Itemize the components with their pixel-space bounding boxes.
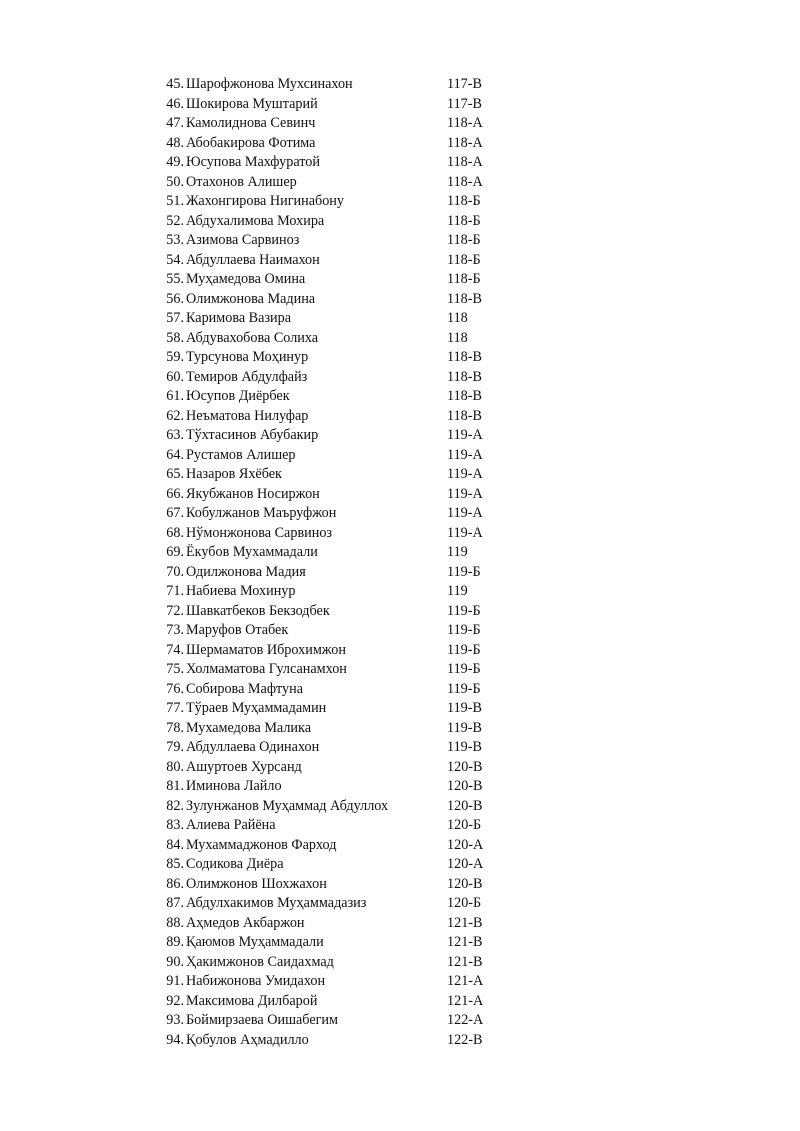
student-name: Тўхтасинов Абубакир [186,427,319,443]
group-code: 119-А [447,427,483,443]
list-item [158,426,558,446]
student-name: Якубжанов Носиржон [186,485,320,502]
student-name: Маруфов Отабек [186,622,289,638]
item-number: 69. [166,544,184,560]
group-code: 118-Б [447,271,481,287]
item-number: 46. [166,95,184,112]
list-item [158,270,558,290]
student-name: Қаюмов Муҳаммадали [186,934,324,950]
student-name: Собирова Мафтуна [186,680,304,697]
list-item [158,543,558,563]
list-item [158,368,558,388]
student-name: Набиева Мохинур [186,583,296,599]
list-item [158,836,558,856]
list-item [158,680,558,700]
student-name: Юсупов Диёрбек [186,388,290,404]
group-code: 119-В [447,700,482,716]
student-name: Темиров Абдулфайз [186,368,308,385]
list-item [158,641,558,661]
student-name: Холмаматова Гулсанамхон [186,661,347,677]
list-item [158,407,558,427]
group-code: 119-А [447,466,483,482]
item-number: 64. [166,446,184,463]
group-code: 119-А [447,505,483,521]
group-code: 121-В [447,934,483,950]
item-number: 74. [166,641,184,658]
item-number: 84. [166,836,184,853]
list-item [158,192,558,212]
student-name: Отахонов Алишер [186,173,297,190]
student-name: Шавкатбеков Бекзодбек [186,602,330,619]
list-item [158,251,558,271]
list-item [158,953,558,973]
student-name: Шокирова Муштарий [186,95,318,112]
group-code: 118-Б [447,251,481,268]
group-code: 118-Б [447,232,481,248]
list-item [158,855,558,875]
student-name: Одилжонова Мадия [186,563,306,580]
list-item [158,933,558,953]
list-item [158,719,558,739]
item-number: 62. [166,407,184,424]
item-number: 79. [166,739,184,755]
group-code: 120-В [447,875,483,892]
student-name: Набижонова Умидахон [186,973,326,989]
item-number: 58. [166,329,184,346]
student-list [158,75,558,1050]
group-code: 119-Б [447,602,481,619]
item-number: 81. [166,778,184,794]
list-item [158,816,558,836]
item-number: 65. [166,466,184,482]
item-number: 89. [166,934,184,950]
item-number: 52. [166,212,184,229]
group-code: 119 [447,544,468,560]
item-number: 68. [166,524,184,541]
item-number: 63. [166,427,184,443]
item-number: 93. [166,1012,184,1028]
item-number: 61. [166,388,184,404]
student-name: Тўраев Муҳаммадамин [186,700,327,716]
group-code: 119-Б [447,680,481,697]
item-number: 49. [166,154,184,170]
item-number: 45. [166,76,184,92]
list-item [158,972,558,992]
student-name: Абдулхакимов Муҳаммадазиз [186,895,367,911]
group-code: 122-А [447,1012,484,1028]
item-number: 92. [166,992,184,1009]
item-number: 83. [166,817,184,833]
item-number: 80. [166,758,184,775]
item-number: 60. [166,368,184,385]
group-code: 119-А [447,446,483,463]
list-item [158,777,558,797]
student-name: Максимова Дилбарой [186,992,318,1009]
item-number: 56. [166,290,184,307]
list-item [158,173,558,193]
group-code: 119-Б [447,622,481,638]
item-number: 86. [166,875,184,892]
group-code: 121-А [447,973,484,989]
item-number: 77. [166,700,184,716]
student-name: Абдуллаева Одинахон [186,739,320,755]
list-item [158,114,558,134]
student-name: Мухамедова Малика [186,719,311,736]
group-code: 118-В [447,290,482,307]
list-item [158,329,558,349]
student-name: Каримова Вазира [186,310,292,326]
group-code: 118-А [447,173,483,190]
list-item [158,524,558,544]
group-code: 120-В [447,758,483,775]
list-item [158,992,558,1012]
item-number: 59. [166,349,184,365]
list-item [158,465,558,485]
group-code: 120-Б [447,817,482,833]
group-code: 118-В [447,368,482,385]
group-code: 118 [447,329,468,346]
item-number: 78. [166,719,184,736]
list-item [158,602,558,622]
student-name: Азимова Сарвиноз [186,232,300,248]
item-number: 54. [166,251,184,268]
group-code: 118-В [447,407,482,424]
student-name: Шарофжонова Мухсинахон [186,76,353,92]
group-code: 119-Б [447,641,481,658]
group-code: 119-Б [447,563,481,580]
student-name: Назаров Яхёбек [186,466,282,482]
list-item [158,153,558,173]
group-code: 119-А [447,485,483,502]
item-number: 72. [166,602,184,619]
group-code: 121-А [447,992,484,1009]
group-code: 120-Б [447,895,482,911]
list-item [158,387,558,407]
list-item [158,875,558,895]
list-item [158,485,558,505]
list-item [158,348,558,368]
student-name: Рустамов Алишер [186,446,296,463]
list-item [158,758,558,778]
list-item [158,134,558,154]
item-number: 70. [166,563,184,580]
student-name: Боймирзаева Оишабегим [186,1012,339,1028]
list-item [158,797,558,817]
item-number: 66. [166,485,184,502]
group-code: 118-В [447,388,482,404]
item-number: 47. [166,115,184,131]
group-code: 119 [447,583,468,599]
group-code: 119-А [447,524,483,541]
list-item [158,699,558,719]
item-number: 85. [166,856,184,872]
group-code: 120-А [447,836,484,853]
item-number: 67. [166,505,184,521]
item-number: 87. [166,895,184,911]
list-item [158,75,558,95]
list-item [158,738,558,758]
group-code: 117-В [447,76,482,92]
student-name: Абдуллаева Наимахон [186,251,320,268]
student-name: Олимжонов Шохжахон [186,875,327,892]
list-item [158,563,558,583]
student-name: Жахонгирова Нигинабону [186,193,344,209]
list-item [158,231,558,251]
student-name: Кобулжанов Маъруфжон [186,505,337,521]
group-code: 120-В [447,797,483,814]
group-code: 118-А [447,115,483,131]
item-number: 57. [166,310,184,326]
student-name: Мухаммаджонов Фарход [186,836,337,853]
group-code: 119-В [447,739,482,755]
list-item [158,660,558,680]
item-number: 90. [166,953,184,970]
student-name: Олимжонова Мадина [186,290,316,307]
list-item [158,95,558,115]
student-name: Зулунжанов Муҳаммад Абдуллох [186,797,389,814]
student-name: Ҳакимжонов Саидахмад [186,953,334,970]
group-code: 118-Б [447,212,481,229]
item-number: 88. [166,914,184,931]
student-name: Содикова Диёра [186,856,284,872]
list-item [158,309,558,329]
group-code: 119-Б [447,661,481,677]
student-name: Муҳамедова Омина [186,271,306,287]
item-number: 73. [166,622,184,638]
student-name: Абобакирова Фотима [186,134,316,151]
list-item [158,914,558,934]
group-code: 118-А [447,154,483,170]
list-item [158,1011,558,1031]
item-number: 48. [166,134,184,151]
group-code: 118-В [447,349,482,365]
student-name: Алиева Райёна [186,817,276,833]
student-name: Нўмонжонова Сарвиноз [186,524,333,541]
list-item [158,621,558,641]
item-number: 51. [166,193,184,209]
item-number: 76. [166,680,184,697]
list-item [158,446,558,466]
group-code: 117-В [447,95,482,112]
student-name: Қобулов Аҳмадилло [186,1031,309,1048]
list-item [158,504,558,524]
group-code: 118-Б [447,193,481,209]
student-name: Камолиднова Севинч [186,115,316,131]
student-name: Ашуртоев Хурсанд [186,758,302,775]
student-name: Абдухалимова Мохира [186,212,325,229]
list-item [158,894,558,914]
group-code: 118 [447,310,468,326]
item-number: 91. [166,973,184,989]
item-number: 75. [166,661,184,677]
item-number: 94. [166,1031,184,1048]
item-number: 53. [166,232,184,248]
list-item [158,212,558,232]
list-item [158,1031,558,1051]
group-code: 118-А [447,134,483,151]
group-code: 121-В [447,953,483,970]
list-item [158,290,558,310]
student-name: Аҳмедов Акбаржон [186,914,305,931]
student-name: Ёкубов Мухаммадали [186,544,318,560]
list-item [158,582,558,602]
item-number: 71. [166,583,184,599]
item-number: 55. [166,271,184,287]
student-name: Турсунова Моҳинур [186,349,309,365]
student-name: Юсупова Махфуратой [186,154,320,170]
item-number: 82. [166,797,184,814]
group-code: 122-В [447,1031,483,1048]
group-code: 120-В [447,778,483,794]
student-name: Иминова Лайло [186,778,282,794]
student-name: Неъматова Нилуфар [186,407,309,424]
item-number: 50. [166,173,184,190]
student-name: Шермаматов Иброхимжон [186,641,346,658]
student-name: Абдувахобова Солиха [186,329,319,346]
group-code: 121-В [447,914,483,931]
group-code: 120-А [447,856,484,872]
group-code: 119-В [447,719,482,736]
